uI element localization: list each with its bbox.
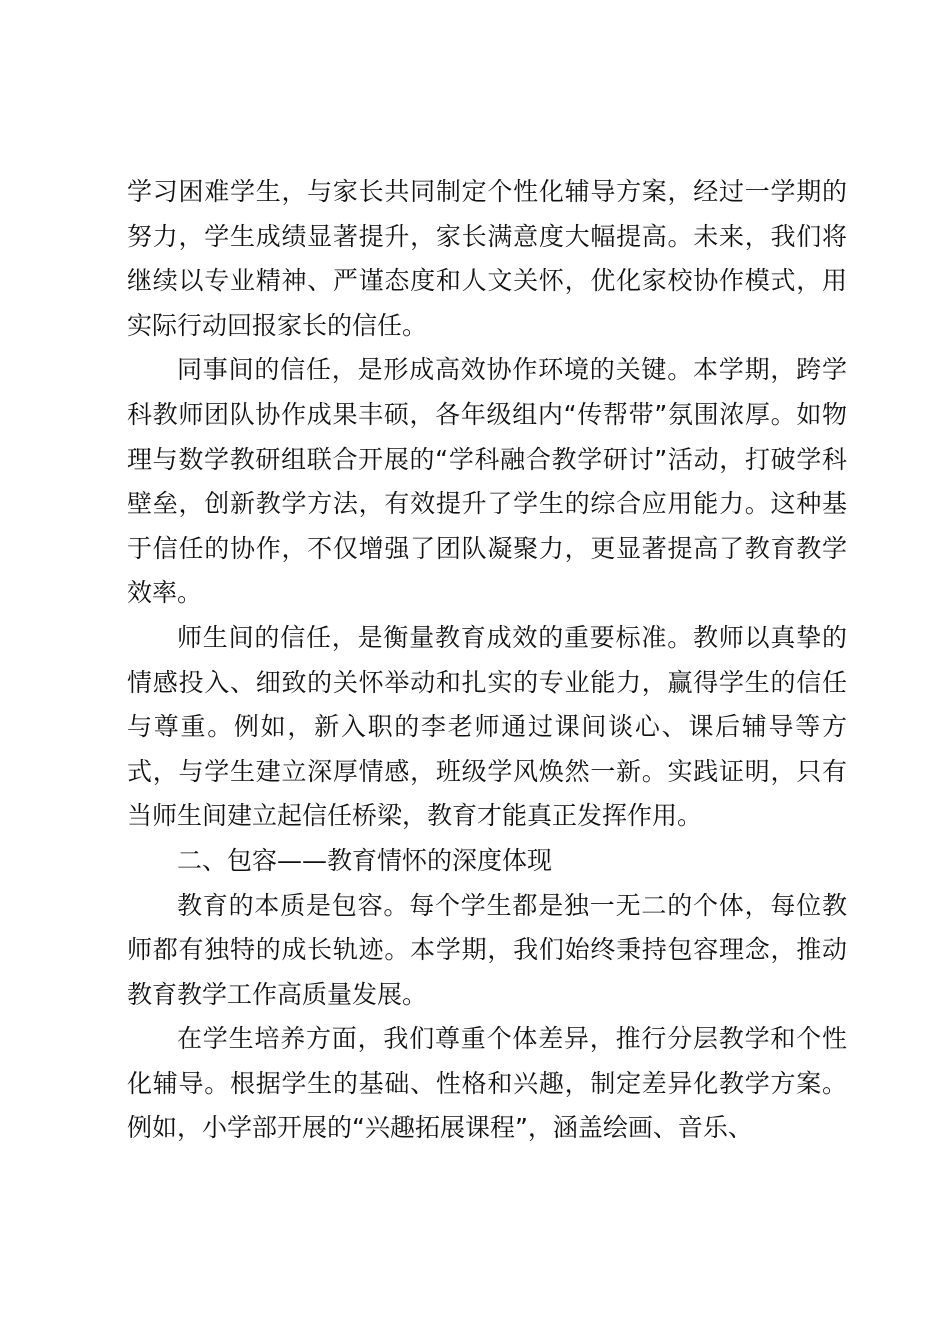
paragraph-continuation: 学习困难学生，与家长共同制定个性化辅导方案，经过一学期的努力，学生成绩显著提升，家长满意度大幅提高。未来，我们将继续以专业精神、严谨态度和人文关怀，优化家校协作模式，用实际行动回报家长的信任。 [127,177,847,340]
section-heading-tolerance: 二、包容——教育情怀的深度体现 [177,845,553,875]
paragraph-teacher-student-trust: 师生间的信任，是衡量教育成效的重要标准。教师以真挚的情感投入、细致的关怀举动和扎实的专业能力，赢得学生的信任与尊重。例如，新入职的李老师通过课间谈心、课后辅导等方式，与学生建立深厚情感，班级学风焕然一新。实践证明，只有当师生间建立起信任桥梁，教育才能真正发挥作用。 [127,622,847,831]
paragraph-tolerance-essence: 教育的本质是包容。每个学生都是独一无二的个体，每位教师都有独特的成长轨迹。本学期，我们始终秉持包容理念，推动教育教学工作高质量发展。 [127,890,847,1009]
paragraph-colleague-trust: 同事间的信任，是形成高效协作环境的关键。本学期，跨学科教师团队协作成果丰硕，各年级组内“传帮带”氛围浓厚。如物理与数学教研组联合开展的“学科融合教学研讨”活动，打破学科壁垒，创新教学方法，有效提升了学生的综合应用能力。这种基于信任的协作，不仅增强了团队凝聚力，更显著提高了教育教学效率。 [127,355,847,608]
paragraph-student-cultivation: 在学生培养方面，我们尊重个体差异，推行分层教学和个性化辅导。根据学生的基础、性格和兴趣，制定差异化教学方案。例如，小学部开展的“兴趣拓展课程”，涵盖绘画、音乐、 [127,1024,847,1143]
document-body [127,170,847,1151]
